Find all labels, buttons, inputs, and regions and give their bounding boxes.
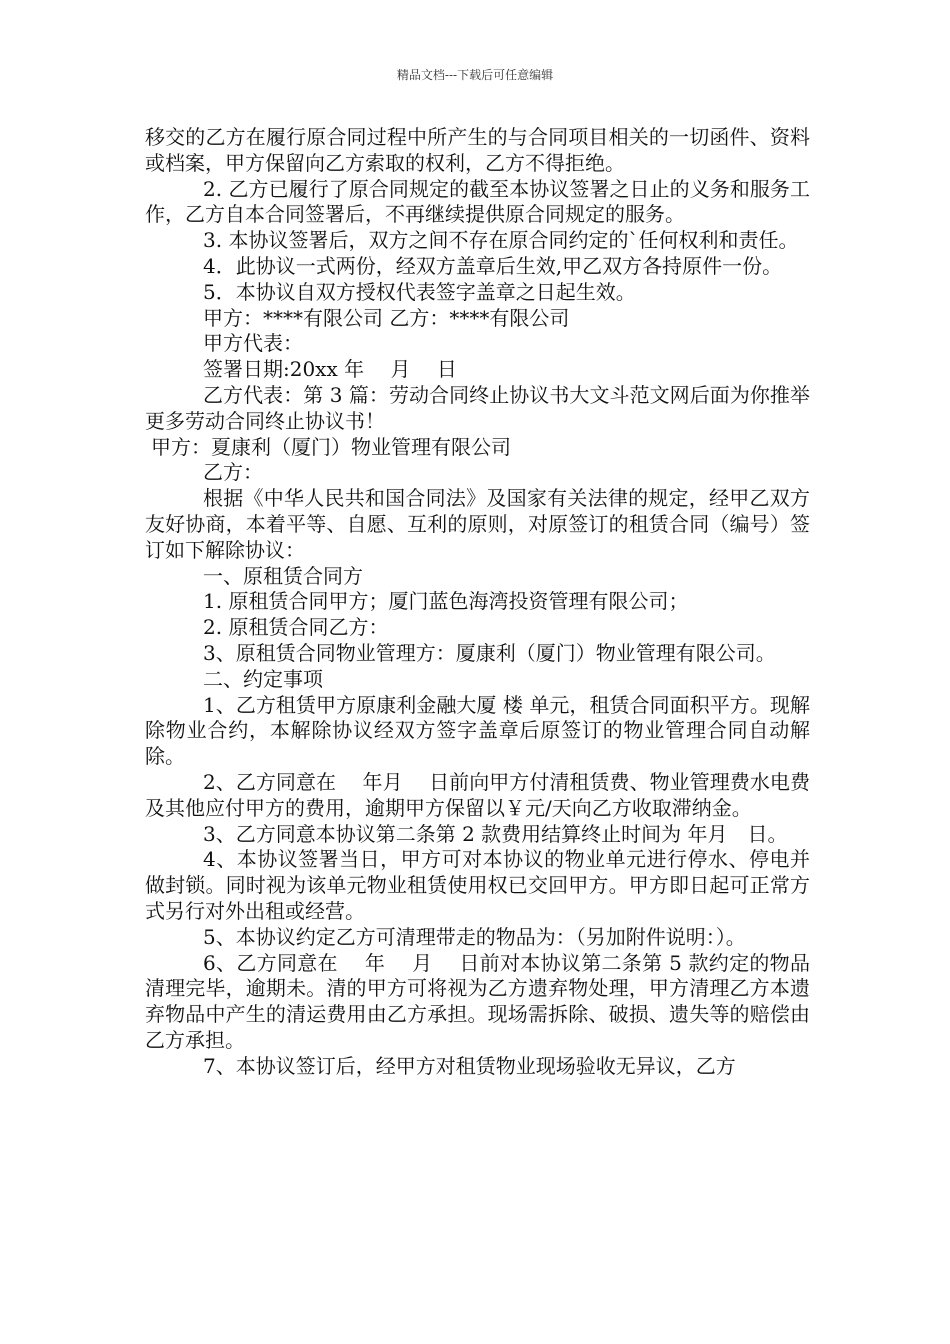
paragraph: 根据《中华人民共和国合同法》及国家有关法律的规定，经甲乙双方友好协商，本着平等、自愿、互利的原则，对原签订的租赁合同（编号）签订如下解除协议：	[145, 486, 810, 562]
list-item: 3、原租赁合同物业管理方：厦康利（厦门）物业管理有限公司。	[203, 640, 776, 665]
list-item: 4、本协议签署当日，甲方可对本协议的物业单元进行停水、停电并做封锁。同时视为该单元物业租赁使用权已交回甲方。甲方即日起可正常方式另行对外出租或经营。	[145, 847, 810, 923]
list-item: 1、乙方租赁甲方原康利金融大厦 楼 单元，租赁合同面积平方。现解除物业合约，本解除协议经双方签字盖章后原签订的物业管理合同自动解除。	[145, 692, 810, 769]
signatory-line: 甲方：****有限公司 乙方：****有限公司	[203, 305, 570, 330]
paragraph: 5．本协议自双方授权代表签字盖章之日起生效。	[203, 279, 636, 304]
list-item: 2. 原租赁合同乙方：	[203, 615, 389, 640]
section-heading: 一、原租赁合同方	[203, 563, 363, 588]
signing-date: 签署日期:20xx 年 月 日	[203, 357, 457, 382]
list-item: 2、乙方同意在 年月 日前向甲方付清租赁费、物业管理费水电费及其他应付甲方的费用，逾期甲方保留以￥元/天向乙方收取滞纳金。	[145, 769, 810, 820]
list-item: 6、乙方同意在 年 月 日前对本协议第二条第 5 款约定的物品清理完毕，逾期未。清的甲方可将视为乙方遗弃物处理，甲方清理乙方本遗弃物品中产生的清运费用由乙方承担。现场需拆除、破损、遗失等的赔偿由乙方承担。	[145, 950, 810, 1052]
paragraph: 2. 乙方已履行了原合同规定的截至本协议签署之日止的义务和服务工作，乙方自本合同签署后，不再继续提供原合同规定的服务。	[145, 176, 810, 227]
party-a-representative: 甲方代表：	[203, 331, 303, 356]
list-item: 7、本协议签订后，经甲方对租赁物业现场验收无异议，乙方	[203, 1053, 736, 1078]
list-item: 5、本协议约定乙方可清理带走的物品为：（另加附件说明：）。	[203, 924, 746, 949]
list-item: 1. 原租赁合同甲方；厦门蓝色海湾投资管理有限公司；	[203, 589, 689, 614]
paragraph: 乙方代表：第 3 篇：劳动合同终止协议书大文斗范文网后面为你推举更多劳动合同终止协议书！	[145, 382, 810, 433]
document-body	[145, 125, 810, 1079]
party-b-line: 乙方：	[203, 460, 263, 485]
paragraph: 3. 本协议签署后，双方之间不存在原合同约定的`任何权利和责任。	[203, 228, 799, 253]
list-item: 3、乙方同意本协议第二条第 2 款费用结算终止时间为 年月 日。	[203, 821, 788, 846]
section-heading: 二、约定事项	[203, 666, 323, 691]
paragraph: 移交的乙方在履行原合同过程中所产生的与合同项目相关的一切函件、资料或档案，甲方保留向乙方索取的权利，乙方不得拒绝。	[145, 125, 810, 175]
page-header: 精品文档---下载后可任意编辑	[396, 68, 554, 82]
party-a-line: 甲方：夏康利（厦门）物业管理有限公司	[151, 434, 511, 459]
paragraph: 4．此协议一式两份，经双方盖章后生效,甲乙双方各持原件一份。	[203, 253, 783, 278]
